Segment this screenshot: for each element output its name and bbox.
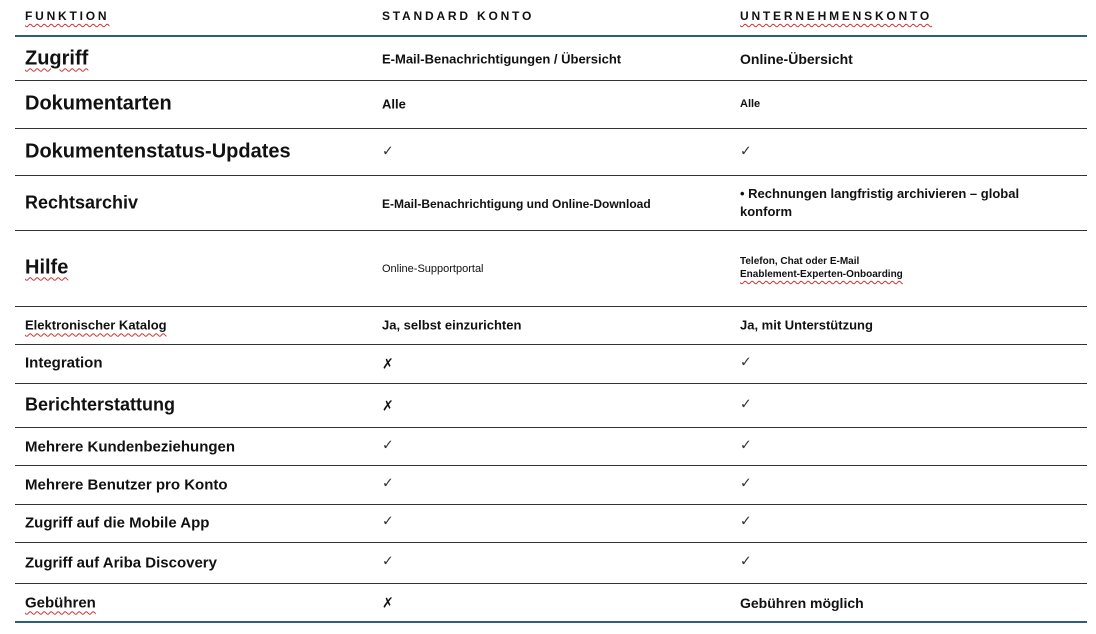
check-icon: ✓ <box>382 142 394 159</box>
row-business-zugriff: Online-Übersicht <box>740 51 853 67</box>
check-icon: ✓ <box>382 474 394 491</box>
check-icon: ✓ <box>740 436 752 453</box>
cross-icon: ✗ <box>382 397 394 414</box>
header-standard <box>382 9 534 23</box>
row-divider <box>15 383 1087 384</box>
row-business-dokumentarten: Alle <box>740 98 761 110</box>
row-divider <box>15 306 1087 307</box>
row-feature-katalog: Elektronischer Katalog <box>25 317 167 333</box>
check-icon: ✓ <box>740 512 752 529</box>
row-standard-rechtsarchiv: E-Mail-Benachrichtigung und Online-Download <box>382 197 651 211</box>
hilfe-line-2: Enablement-Experten-Onboarding <box>740 269 903 280</box>
check-icon: ✓ <box>740 353 752 370</box>
check-icon: ✓ <box>382 512 394 529</box>
row-feature-rechtsarchiv: Rechtsarchiv <box>25 192 139 213</box>
check-icon: ✓ <box>382 552 394 569</box>
row-feature-mehrere-benutzer: Mehrere Benutzer pro Konto <box>25 476 228 494</box>
check-icon: ✓ <box>382 436 394 453</box>
row-feature-dokumentarten: Dokumentarten <box>25 92 172 115</box>
row-feature-mobile-app: Zugriff auf die Mobile App <box>25 514 210 532</box>
row-divider <box>15 175 1087 176</box>
row-standard-zugriff: E-Mail-Benachrichtigungen / Übersicht <box>382 51 622 67</box>
row-feature-ariba-discovery: Zugriff auf Ariba Discovery <box>25 554 217 572</box>
check-icon: ✓ <box>740 552 752 569</box>
row-feature-integration: Integration <box>25 354 103 372</box>
row-business-rechtsarchiv: • Rechnungen langfristig archivieren – global konform <box>740 186 1020 219</box>
row-standard-dokumentarten: Alle <box>382 96 406 112</box>
row-business-katalog: Ja, mit Unterstützung <box>740 317 873 333</box>
row-standard-hilfe: Online-Supportportal <box>382 263 484 275</box>
row-feature-gebuehren: Gebühren <box>25 594 96 612</box>
header-feature: FUNKTION <box>25 9 110 23</box>
row-divider <box>15 344 1087 345</box>
row-divider <box>15 504 1087 505</box>
cross-icon: ✗ <box>382 594 394 611</box>
hilfe-line-1: Telefon, Chat oder E-Mail <box>740 256 860 267</box>
check-icon: ✓ <box>740 474 752 491</box>
row-feature-zugriff: Zugriff <box>25 47 89 70</box>
row-divider <box>15 542 1087 543</box>
row-standard-katalog: Ja, selbst einzurichten <box>382 317 522 333</box>
header-business: UNTERNEHMENSKONTO <box>740 9 933 23</box>
row-divider <box>15 465 1087 466</box>
header-standard-text: STANDARD KONTO <box>382 9 535 23</box>
row-divider <box>15 128 1087 129</box>
row-feature-kundenbeziehungen: Mehrere Kundenbeziehungen <box>25 438 236 456</box>
row-feature-hilfe: Hilfe <box>25 256 69 279</box>
header-divider <box>15 35 1087 37</box>
row-business-gebuehren: Gebühren möglich <box>740 595 864 611</box>
row-divider <box>15 80 1087 81</box>
cross-icon: ✗ <box>382 355 394 372</box>
check-icon: ✓ <box>740 142 752 159</box>
row-divider <box>15 583 1087 584</box>
row-business-hilfe <box>740 255 1040 281</box>
check-icon: ✓ <box>740 395 752 412</box>
row-feature-status-updates: Dokumentenstatus-Updates <box>25 140 291 163</box>
row-divider <box>15 427 1087 428</box>
row-divider <box>15 230 1087 231</box>
row-feature-berichterstattung: Berichterstattung <box>25 394 176 415</box>
table-bottom-rule <box>15 621 1087 623</box>
